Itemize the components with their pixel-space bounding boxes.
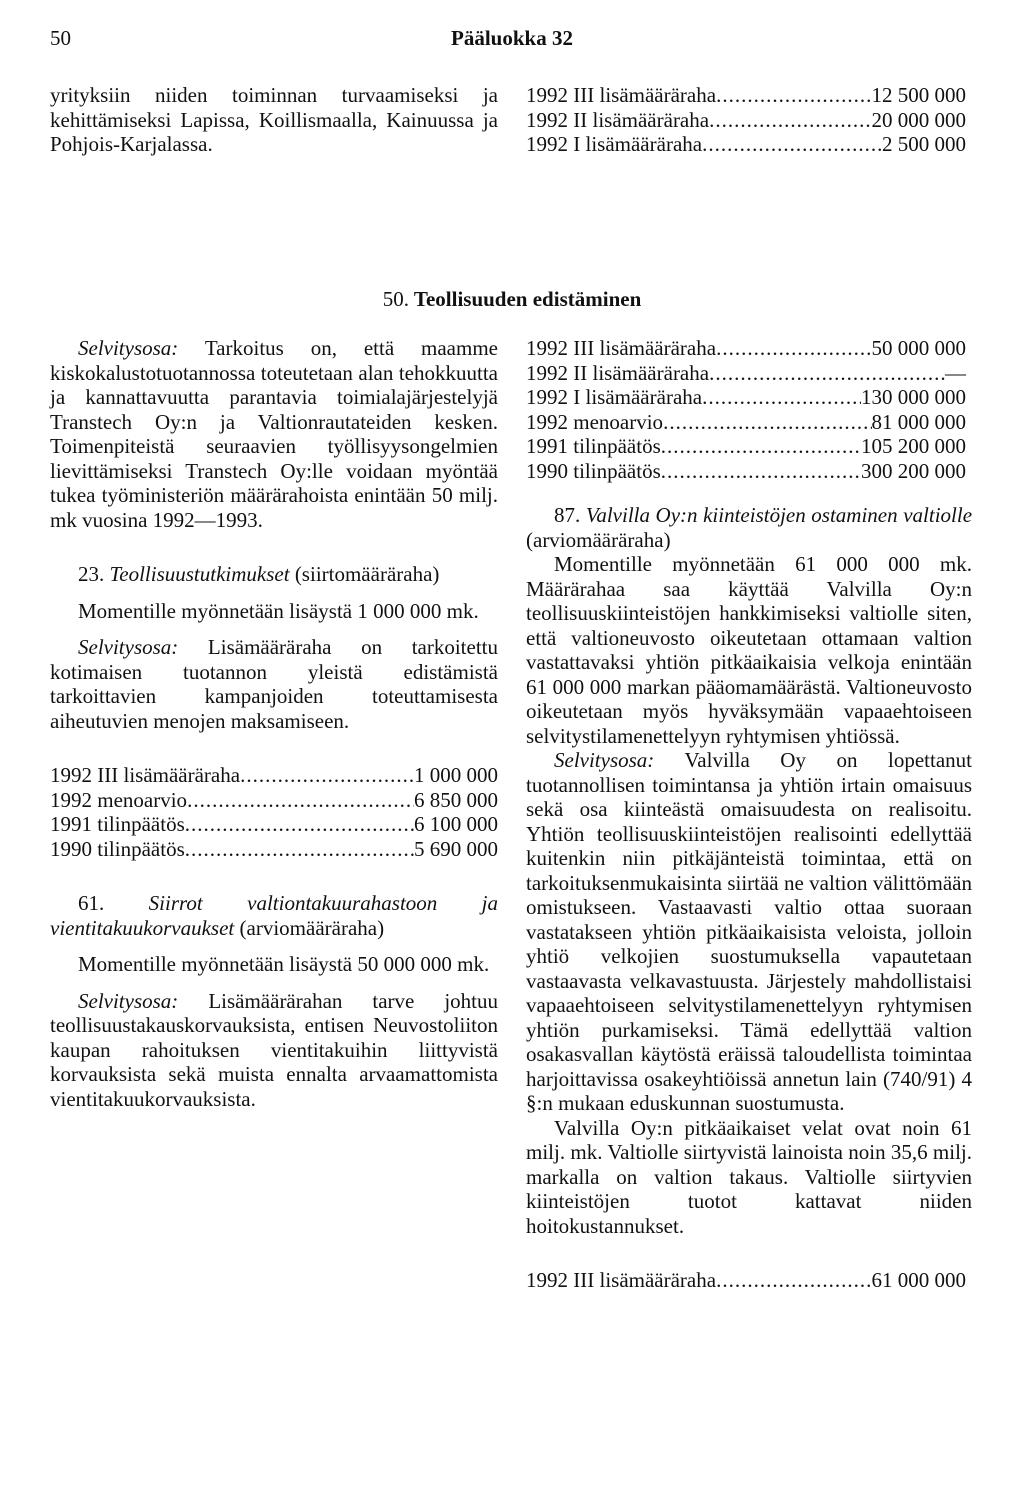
- item-23-table: [50, 763, 498, 861]
- table-row: 1992 I lisämääräraha ..... 2 500 000: [526, 132, 966, 157]
- table-row: 1992 III lisämääräraha ..... 50 000 000: [526, 336, 966, 361]
- item-23-heading: 23. Teollisuustutkimukset (siirtomääräraha): [78, 562, 440, 586]
- table-row: 1992 III lisämääräraha ..... 61 000 000: [526, 1268, 966, 1293]
- top-left-text-block: [50, 83, 498, 157]
- table-row: 1990 tilinpäätös ..... 300 200 000: [526, 459, 966, 484]
- top-appropriation-table: [526, 83, 966, 157]
- table-row: 1990 tilinpäätös ..... 5 690 000: [50, 837, 498, 862]
- item-87-heading: 87. Valvilla Oy:n kiinteistöjen ostaminen valtiolle (arviomääräraha): [526, 503, 973, 552]
- table-row: 1992 menoarvio ..... 6 850 000: [50, 788, 498, 813]
- section-number: 50.: [382, 287, 409, 311]
- left-column: [50, 336, 498, 1111]
- item-61-heading: 61. Siirrot valtiontakuurahastoon ja vientitakuukorvaukset (arviomääräraha): [50, 891, 499, 940]
- section-explanation: Selvitysosa: Tarkoitus on, että maamme kiskokalustotuotannossa toteutetaan alan tehokkuutta ja kannattavuutta parantavia toimialajärjestelyjä Transtech Oy:n ja Valtionrautateiden kesken. Toimenpiteistä seuraavien työllisyysongelmien lievittämiseksi Transtech Oy:lle voidaan myöntää tukea työministeriön määrärahoista enintään 50 milj. mk vuosina 1992—1993.: [50, 336, 498, 532]
- table-row: 1991 tilinpäätös ..... 6 100 000: [50, 812, 498, 837]
- item-87-grant: Momentille myönnetään 61 000 000 mk. Määrärahaa saa käyttää Valvilla Oy:n teollisuuskiinteistöjen hankkimiseksi valtiolle siten, että valtioneuvosto oikeutetaan ottamaan valtion vastattavaksi yhtiön pitkäaikaisia velkoja enintään 61 000 000 markan pääomamäärästä. Valtioneuvosto oikeutetaan myös hyväksymään vapaaehtoiseen selvitystilamenettelyyn ryhtymisen yhtiössä.: [526, 552, 972, 748]
- item-87-table: [526, 1268, 966, 1293]
- section-table: [526, 336, 966, 483]
- item-87-debts: Valvilla Oy:n pitkäaikaiset velat ovat noin 61 milj. mk. Valtiolle siirtyvistä lainoista noin 35,6 milj. markalla on valtion takaus. Valtiolle siirtyvien kiinteistöjen tuotot kattavat niiden hoitokustannukset.: [526, 1115, 972, 1238]
- continuation-paragraph: yrityksiin niiden toiminnan turvaamiseksi ja kehittämiseksi Lapissa, Koillismaalla, Kainuussa ja Pohjois-Karjalassa.: [50, 83, 498, 156]
- running-title: Pääluokka 32: [451, 26, 573, 50]
- table-row: 1992 III lisämääräraha ..... 12 500 000: [526, 83, 966, 108]
- item-23-grant: Momentille myönnetään lisäystä 1 000 000 mk.: [78, 598, 479, 623]
- item-23-explanation: Selvitysosa: Lisämääräraha on tarkoitettu kotimaisen tuotannon yleistä edistämistä tarkoittavien kampanjoiden toteuttamisesta aiheutuvien menojen maksamiseen.: [50, 635, 499, 733]
- item-61-grant: Momentille myönnetään lisäystä 50 000 000 mk.: [78, 952, 490, 976]
- section-title: Teollisuuden edistäminen: [413, 287, 642, 311]
- table-row: 1992 II lisämääräraha ..... 20 000 000: [526, 108, 966, 133]
- item-87-explanation: Selvitysosa: Valvilla Oy on lopettanut tuotannollisen toimintansa ja yhtiön irtain omaisuus sekä osa kiinteästä omaisuudesta on realisoitu. Yhtiön teollisuuskiinteistöjen realisointi edellyttää kuitenkin niin pitkäjänteistä toimintaa, että on tarkoituksenmukaisinta siirtää ne valtion välittömään omistukseen. Vastaavasti valtio ottaa suoraan vastatakseen yhtiön pitkäaikaisista veloista, jolloin yhtiö velkojien suostumuksella vapautetaan vastaavasta velkavastuusta. Järjestely mahdollistaisi vapaaehtoiseen selvitystilamenettelyyn ryhtymisen yhtiön purkamiseksi. Tämä edellyttää valtion osakasvallan käytöstä eräissä taloudellista toimintaa harjoittavissa osakeyhtiöissä annetun lain (740/91) 4 §:n mukaan eduskunnan suostumusta.: [526, 748, 973, 1115]
- section-heading: [0, 287, 1024, 312]
- item-61-explanation: Selvitysosa: Lisämäärärahan tarve johtuu teollisuustakauskorvauksista, entisen Neuvostoliiton kaupan rahoituksen vientitakuihin liittyvistä korvauksista sekä muista ennalta arvaamattomista vientitakuukorvauksista.: [50, 988, 499, 1111]
- page-number: 50: [50, 26, 71, 50]
- table-row: 1992 menoarvio ..... 81 000 000: [526, 410, 966, 435]
- table-row: 1992 III lisämääräraha ..... 1 000 000: [50, 763, 498, 788]
- right-column: [526, 336, 972, 1293]
- table-row: 1992 II lisämääräraha ..... —: [526, 361, 966, 386]
- table-row: 1992 I lisämääräraha ..... 130 000 000: [526, 385, 966, 410]
- table-row: 1991 tilinpäätös ..... 105 200 000: [526, 434, 966, 459]
